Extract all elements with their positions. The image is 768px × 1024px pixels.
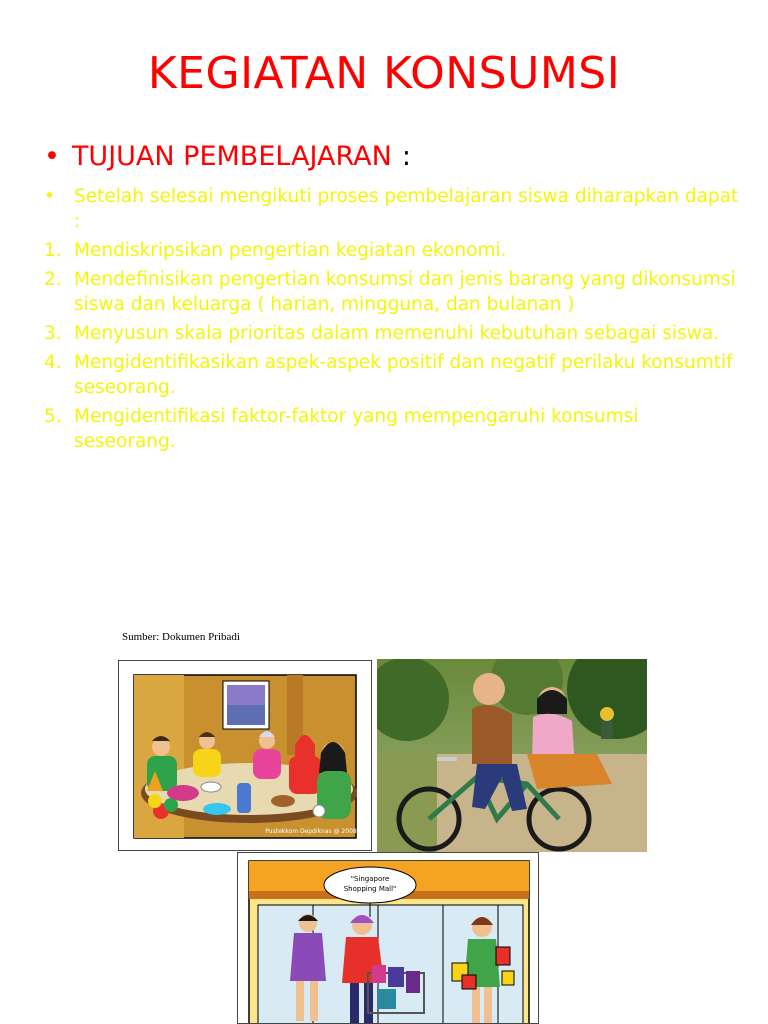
objective-item-2: [44, 267, 744, 317]
heading-colon: :: [401, 141, 411, 172]
objective-item-4: [44, 350, 744, 400]
heading-text: TUJUAN PEMBELAJARAN: [71, 141, 392, 172]
slide-title: KEGIATAN KONSUMSI: [147, 48, 621, 99]
objective-number: 2.: [44, 269, 62, 290]
heading-bullet: •: [44, 141, 60, 172]
objective-text: Mengidentifikasikan aspek-aspek positif dan negatif perilaku konsumtif seseorang.: [74, 352, 733, 398]
objective-number: 4.: [44, 352, 62, 373]
objectives-list: [44, 184, 744, 458]
mall-sign-line-2: Shopping Mall": [343, 885, 397, 893]
objectives-heading: [44, 141, 411, 172]
objective-item-5: [44, 404, 744, 454]
objective-item-1: [44, 238, 744, 263]
objective-item-3: [44, 321, 744, 346]
mall-sign-line-1: "Singapore: [350, 875, 390, 883]
shopping-mall-illustration: [237, 852, 539, 1024]
objective-text: Mendiskripsikan pengertian kegiatan ekonomi.: [74, 240, 507, 261]
intro-item: [44, 184, 744, 234]
objective-number: 5.: [44, 406, 62, 427]
intro-text: Setelah selesai mengikuti proses pembelajaran siswa diharapkan dapat :: [74, 186, 739, 232]
objective-text: Menyusun skala prioritas dalam memenuhi kebutuhan sebagai siswa.: [74, 323, 720, 344]
intro-bullet: •: [44, 186, 55, 207]
objective-number: 1.: [44, 240, 62, 261]
family-meal-illustration: [118, 660, 372, 851]
objective-text: Mengidentifikasi faktor-faktor yang mempengaruhi konsumsi seseorang.: [74, 406, 639, 452]
illustration-watermark: Pustekkom Depdiknas @ 2008: [265, 828, 357, 835]
image-source-caption: Sumber: Dokumen Pribadi: [122, 631, 240, 643]
objective-text: Mendefinisikan pengertian konsumsi dan jenis barang yang dikonsumsi siswa dan keluarga ( harian, mingguna, dan bulanan ): [74, 269, 736, 315]
bicycle-photo: [377, 659, 647, 852]
objective-number: 3.: [44, 323, 62, 344]
